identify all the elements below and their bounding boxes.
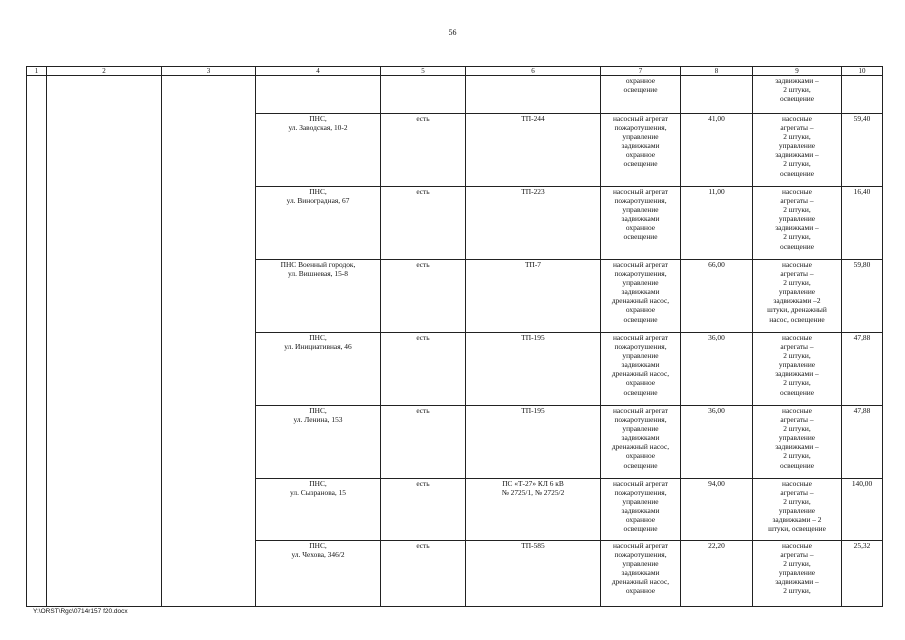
table-cell: 47,88: [842, 406, 883, 479]
table-cell: ПНС, ул. Ленина, 153: [256, 406, 381, 479]
table-cell: насосный агрегат пожаротушения, управление задвижками охранное освещение: [601, 187, 681, 260]
table-cell: 47,88: [842, 333, 883, 406]
table-cell: [466, 76, 601, 114]
table-cell: есть: [381, 260, 466, 333]
table-cell: насосные агрегаты – 2 штуки, управление задвижками – 2 штуки,: [753, 541, 842, 607]
table-cell: ПНС Военный городок, ул. Вишневая, 15-8: [256, 260, 381, 333]
merged-cell-col2: [47, 76, 162, 607]
table-cell: 25,32: [842, 541, 883, 607]
table-cell: [381, 76, 466, 114]
column-header: 4: [256, 67, 381, 76]
table-cell: насосный агрегат пожаротушения, управление задвижками дренажный насос, охранное освещение: [601, 333, 681, 406]
table-cell: ТП-195: [466, 406, 601, 479]
table-cell: ПНС, ул. Инициативная, 46: [256, 333, 381, 406]
table-cell: есть: [381, 333, 466, 406]
table-cell: 41,00: [681, 114, 753, 187]
merged-cell-col3: [162, 76, 256, 607]
table-cell: насосный агрегат пожаротушения, управление задвижками дренажный насос, охранное освещение: [601, 406, 681, 479]
continuation-row: [27, 76, 883, 114]
table-cell: охранное освещение: [601, 76, 681, 114]
table-cell: насосные агрегаты – 2 штуки, управление задвижками – 2 штуки, освещение: [753, 406, 842, 479]
table-cell: 94,00: [681, 479, 753, 541]
table-cell: 36,00: [681, 406, 753, 479]
column-header: 7: [601, 67, 681, 76]
table-cell: задвижками – 2 штуки, освещение: [753, 76, 842, 114]
table-cell: 59,40: [842, 114, 883, 187]
table-cell: есть: [381, 187, 466, 260]
column-header: 5: [381, 67, 466, 76]
table-cell: 66,00: [681, 260, 753, 333]
table-cell: насосный агрегат пожаротушения, управление задвижками охранное освещение: [601, 114, 681, 187]
table-cell: 16,40: [842, 187, 883, 260]
table-cell: насосный агрегат пожаротушения, управление задвижками дренажный насос, охранное освещение: [601, 260, 681, 333]
table-cell: насосные агрегаты – 2 штуки, управление задвижками – 2 штуки, освещение: [753, 479, 842, 541]
table-cell: 11,00: [681, 187, 753, 260]
table-cell: ПНС, ул. Заводская, 10-2: [256, 114, 381, 187]
table-cell: [842, 76, 883, 114]
facilities-table: [26, 66, 883, 607]
table-cell: насосные агрегаты – 2 штуки, управление задвижками –2 штуки, дренажный насос, освещение: [753, 260, 842, 333]
table-cell: насосный агрегат пожаротушения, управление задвижками дренажный насос, охранное: [601, 541, 681, 607]
table-cell: 59,80: [842, 260, 883, 333]
table-cell: ПНС, ул. Виноградная, 67: [256, 187, 381, 260]
table-cell: [256, 76, 381, 114]
column-header: 3: [162, 67, 256, 76]
table-cell: 22,20: [681, 541, 753, 607]
table-cell: ПС «Т-27» КЛ 6 кВ № 2725/1, № 2725/2: [466, 479, 601, 541]
table-cell: есть: [381, 541, 466, 607]
table-cell: 36,00: [681, 333, 753, 406]
table-cell: ТП-7: [466, 260, 601, 333]
table-cell: есть: [381, 479, 466, 541]
table-cell: ТП-195: [466, 333, 601, 406]
column-header: 8: [681, 67, 753, 76]
file-path-footer: Y:\ORST\Rgc\0714r157 f20.docx: [33, 608, 128, 615]
table-cell: есть: [381, 406, 466, 479]
table-cell: 140,00: [842, 479, 883, 541]
column-header: 9: [753, 67, 842, 76]
column-header: 10: [842, 67, 883, 76]
table-cell: ТП-244: [466, 114, 601, 187]
column-header: 1: [27, 67, 47, 76]
column-header: 6: [466, 67, 601, 76]
table-cell: ТП-223: [466, 187, 601, 260]
table-cell: [681, 76, 753, 114]
table-cell: ПНС, ул. Чехова, 346/2: [256, 541, 381, 607]
table-cell: насосные агрегаты – 2 штуки, управление задвижками – 2 штуки, освещение: [753, 187, 842, 260]
table-cell: насосные агрегаты – 2 штуки, управление задвижками – 2 штуки, освещение: [753, 114, 842, 187]
table-cell: ТП-585: [466, 541, 601, 607]
column-number-row: [27, 67, 883, 76]
table-cell: насосный агрегат пожаротушения, управление задвижками охранное освещение: [601, 479, 681, 541]
table-cell: насосные агрегаты – 2 штуки, управление задвижками – 2 штуки, освещение: [753, 333, 842, 406]
table-cell: есть: [381, 114, 466, 187]
merged-cell-col1: [27, 76, 47, 607]
page-number: 56: [448, 28, 457, 37]
table-cell: ПНС, ул. Сызранова, 15: [256, 479, 381, 541]
column-header: 2: [47, 67, 162, 76]
